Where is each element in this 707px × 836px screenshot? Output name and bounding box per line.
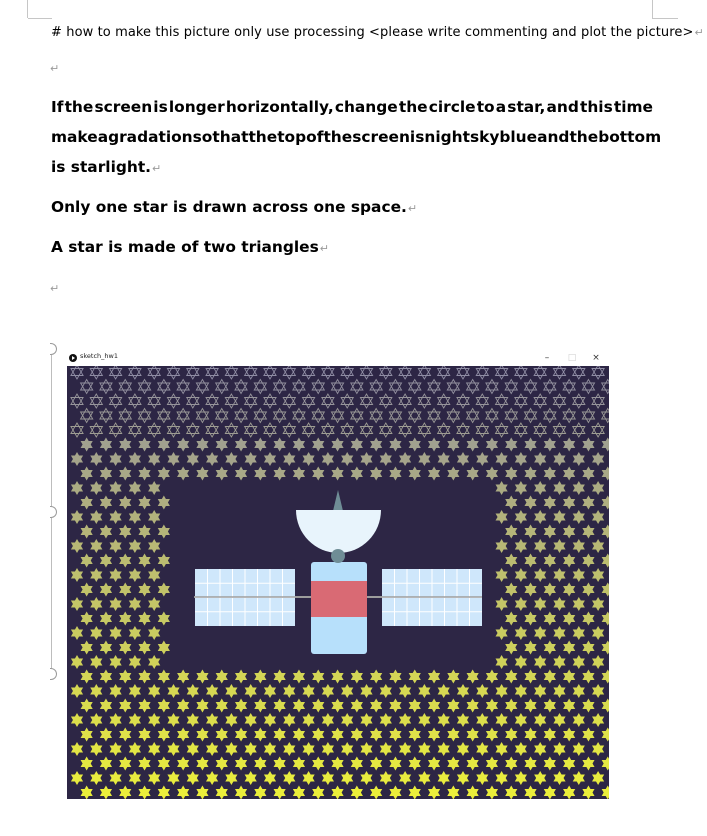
crop-mark xyxy=(652,0,653,18)
dish-hinge xyxy=(331,549,345,563)
paragraph-word: horizontally, xyxy=(225,98,334,116)
paragraph-word: so xyxy=(192,128,213,146)
paragraph-word: the xyxy=(64,98,94,116)
paragraph-word: is xyxy=(153,98,168,116)
paragraph-mark: ↵ xyxy=(407,202,418,215)
paragraph-word: longer xyxy=(168,98,225,116)
paragraph-gradation xyxy=(51,92,662,184)
paragraph-word: the xyxy=(323,128,353,146)
paragraph-word: change xyxy=(334,98,398,116)
paragraph-word: the xyxy=(569,128,599,146)
paragraph-mark: ↵ xyxy=(694,26,704,39)
window-title: sketch_hw1 xyxy=(80,352,118,360)
paragraph-word: circle xyxy=(428,98,476,116)
paragraph-word: screen xyxy=(94,98,153,116)
paragraph-text: A star is made of two triangles xyxy=(51,238,319,256)
paragraph-word: that xyxy=(212,128,249,146)
sketch-window-image[interactable] xyxy=(66,351,609,799)
image-resize-handle[interactable] xyxy=(50,343,57,355)
paragraph-word: the xyxy=(398,98,428,116)
paragraph-word: and xyxy=(546,98,579,116)
paragraph-word: bottom xyxy=(598,128,662,146)
paragraph-word: gradation xyxy=(108,128,193,146)
paragraph-line-text: is starlight. xyxy=(51,158,152,176)
paragraph-word: top xyxy=(277,128,307,146)
paragraph-word: night xyxy=(424,128,470,146)
empty-paragraph-mark: ↵ xyxy=(50,62,60,75)
paragraph-word: to xyxy=(476,98,495,116)
paragraph-word: a xyxy=(97,128,109,146)
paragraph-word: blue xyxy=(499,128,538,146)
crop-mark xyxy=(27,0,28,18)
paragraph-word: If xyxy=(51,98,64,116)
maximize-icon: □ xyxy=(567,353,577,363)
question-line xyxy=(51,25,704,40)
window-titlebar xyxy=(66,351,609,366)
paragraph-word: this xyxy=(579,98,613,116)
paragraph-line xyxy=(51,92,653,122)
paragraph-word: sky xyxy=(469,128,500,146)
paragraph-one-star xyxy=(51,192,417,224)
processing-app-icon xyxy=(69,354,77,362)
paragraph-word: and xyxy=(537,128,570,146)
paragraph-mark: ↵ xyxy=(319,242,329,255)
crop-mark xyxy=(28,18,52,19)
empty-paragraph-mark: ↵ xyxy=(50,282,60,295)
paragraph-word: a xyxy=(495,98,507,116)
close-icon: × xyxy=(592,353,600,363)
paragraph-word: screen xyxy=(352,128,410,146)
paragraph-word: is xyxy=(409,128,425,146)
paragraph-word: the xyxy=(248,128,278,146)
minimize-icon: – xyxy=(544,353,550,363)
paragraph-line xyxy=(51,152,653,184)
satellite-body-band xyxy=(311,581,367,617)
crop-mark xyxy=(652,18,678,19)
paragraph-word: make xyxy=(51,128,98,146)
paragraph-mark: ↵ xyxy=(152,162,162,175)
paragraph-word: of xyxy=(306,128,324,146)
paragraph-two-triangles xyxy=(51,232,329,264)
paragraph-word: time xyxy=(613,98,653,116)
image-resize-handle[interactable] xyxy=(50,668,57,680)
question-text: # how to make this picture only use processing <please write commenting and plot the picture> xyxy=(51,25,694,40)
sketch-canvas xyxy=(67,366,609,799)
paragraph-text: Only one star is drawn across one space. xyxy=(51,198,407,216)
image-resize-handle[interactable] xyxy=(50,506,57,518)
paragraph-word: star, xyxy=(507,98,546,116)
paragraph-line xyxy=(51,122,662,152)
